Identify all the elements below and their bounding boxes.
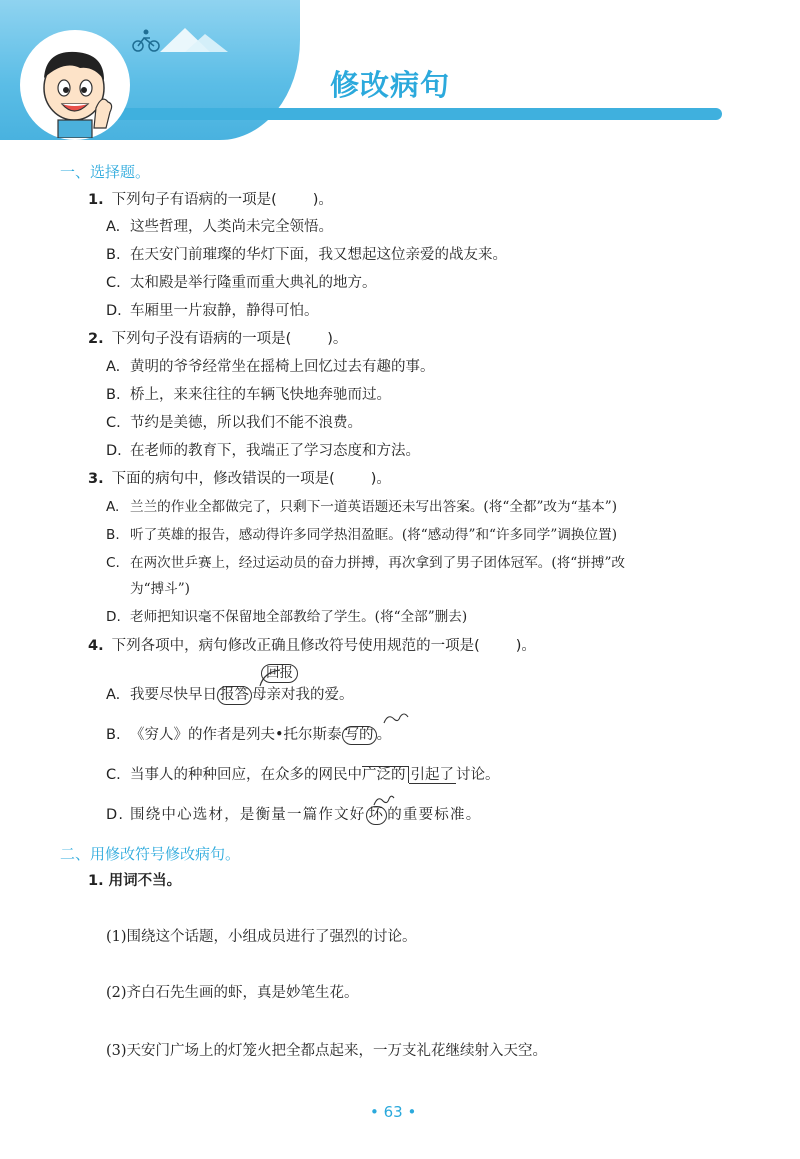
transpose-mark-first: 广泛的 [362,766,409,783]
delete-mark: 坏 [366,806,388,825]
option-2c: C. 节约是美德，所以我们不能不浪费。 [106,415,362,431]
boy-mascot-icon [14,38,124,138]
subsection-title: 1. 用词不当。 [88,873,182,889]
question-2-stem: 2. 下列句子没有语病的一项是( )。 [88,331,348,347]
option-3c-continuation: 为“搏斗”) [130,581,190,597]
section-heading-choice: 一、选择题。 [60,163,151,181]
option-3b: B. 听了英雄的报告，感动得许多同学热泪盈眶。(将“感动得”和“许多同学”调换位置) [106,527,617,543]
correction-item-2[interactable]: (2)齐白石先生画的虾，真是妙笔生花。 [106,985,359,1001]
option-4b: B. 《穷人》的作者是列夫•托尔斯泰 写的 。 [106,727,392,743]
option-3c: C. 在两次世乒赛上，经过运动员的奋力拼搏，再次拿到了男子团体冠军。(将“拼搏”改 [106,555,625,571]
option-4c: C. 当事人的种种回应，在众多的网民中广泛的 引起了 讨论。 [106,767,500,783]
insert-replacement-mark: 回报 [261,664,298,683]
correction-item-1[interactable]: (1)围绕这个话题，小组成员进行了强烈的讨论。 [106,929,417,945]
question-3-stem: 3. 下面的病句中，修改错误的一项是( )。 [88,471,391,487]
option-3d: D. 老师把知识毫不保留地全部教给了学生。(将“全部”删去) [106,609,468,625]
mountain-bicycle-icon [130,22,240,54]
option-1c: C. 太和殿是举行隆重而重大典礼的地方。 [106,275,377,291]
question-4-stem: 4. 下列各项中，病句修改正确且修改符号使用规范的一项是( )。 [88,638,536,654]
option-4a: A. 我要尽快早日 报答 回报 母亲对我的爱。 [106,665,354,703]
replace-mark: 报答 [217,686,252,705]
title-underline-bar [110,108,722,120]
delete-mark: 写的 [342,726,377,745]
section-heading-correction: 二、用修改符号修改病句。 [60,845,241,863]
option-2a: A. 黄明的爷爷经常坐在摇椅上回忆过去有趣的事。 [106,359,435,375]
page-number: • 63 • [370,1103,417,1121]
option-3a: A. 兰兰的作业全都做完了，只剩下一道英语题还未写出答案。(将“全都”改为“基本”) [106,499,617,515]
option-2b: B. 桥上，来来往往的车辆飞快地奔驰而过。 [106,387,391,403]
question-1-stem: 1. 下列句子有语病的一项是( )。 [88,192,333,208]
page-title: 修改病句 [330,68,451,102]
option-2d: D. 在老师的教育下，我端正了学习态度和方法。 [106,443,420,459]
option-1b: B. 在天安门前璀璨的华灯下面，我又想起这位亲爱的战友来。 [106,247,507,263]
transpose-mark-second: 引起了 [410,767,454,783]
option-1d: D. 车厢里一片寂静，静得可怕。 [106,303,319,319]
option-1a: A. 这些哲理，人类尚未完全领悟。 [106,219,333,235]
option-4d: D. 围绕中心选材，是衡量一篇作文好 坏 的重要标准。 [106,807,482,823]
correction-item-3[interactable]: (3)天安门广场上的灯笼火把全都点起来，一万支礼花继续射入天空。 [106,1043,548,1059]
